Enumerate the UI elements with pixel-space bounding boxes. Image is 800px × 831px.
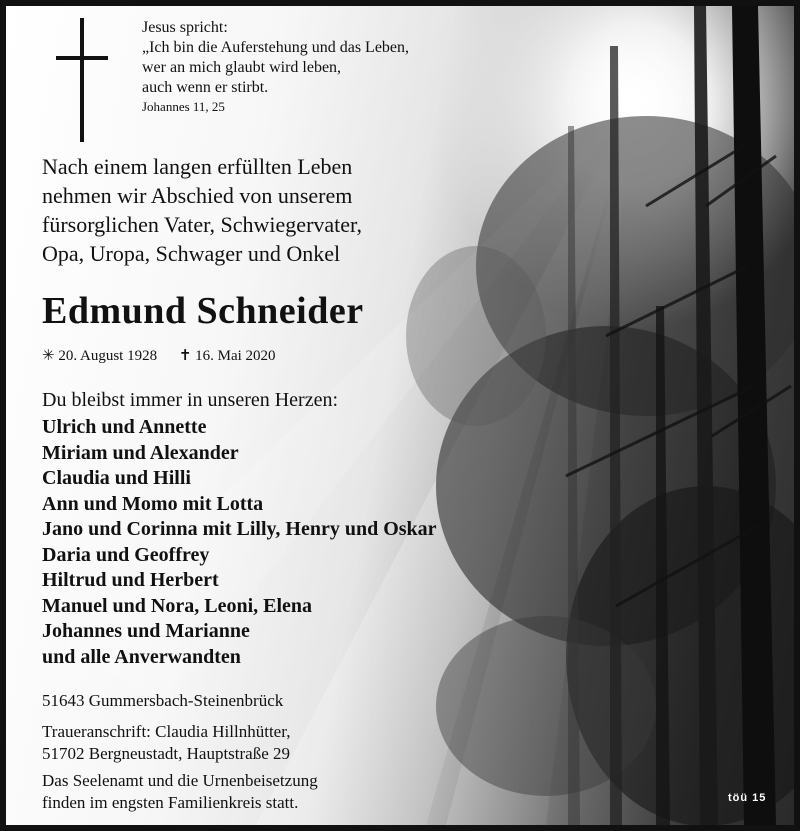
mourner-entry: Ulrich und Annette [42, 416, 207, 438]
birth-date: ✳ 20. August 1928 [42, 348, 158, 364]
quote-line: „Ich bin die Auferstehung und das Leben, [142, 39, 410, 56]
address-line: Traueranschrift: Claudia Hillnhütter, [42, 722, 291, 741]
address-line: 51702 Bergneustadt, Hauptstraße 29 [42, 744, 291, 763]
quote-reference: Johannes 11, 25 [142, 99, 225, 114]
quote-line: wer an mich glaubt wird leben, [142, 59, 342, 76]
mourner-entry: Miriam und Alexander [42, 441, 239, 464]
intro-line: nehmen wir Abschied von unserem [42, 183, 353, 208]
cross-icon [56, 18, 108, 142]
mourner-entry: Manuel und Nora, Leoni, Elena [42, 594, 313, 617]
mourning-address [42, 721, 290, 765]
notice-line: finden im engsten Familienkreis statt. [42, 793, 299, 812]
intro-line: Opa, Uropa, Schwager und Onkel [42, 241, 341, 266]
mourner-entry: Daria und Geoffrey [42, 543, 210, 566]
intro-line: Nach einem langen erfüllten Leben [42, 154, 353, 179]
funeral-notice [42, 770, 318, 814]
mourner-entry: Johannes und Marianne [42, 620, 250, 642]
mourner-entry: und alle Anverwandten [42, 645, 241, 668]
quote-line: auch wenn er stirbt. [142, 79, 269, 96]
bible-quote [142, 18, 409, 116]
deceased-name: Edmund Schneider [42, 290, 364, 332]
mourner-entry: Claudia und Hilli [42, 467, 191, 489]
notice-line: Das Seelenamt und die Urnenbeisetzung [42, 771, 318, 790]
mourner-entry: Jano und Corinna mit Lilly, Henry und Oskar [42, 518, 437, 540]
death-date: ✝ 16. Mai 2020 [178, 348, 276, 364]
mourner-entry: Ann und Momo mit Lotta [42, 492, 264, 515]
intro-line: fürsorglichen Vater, Schwiegervater, [42, 212, 362, 237]
farewell-heading: Du bleibst immer in unseren Herzen: [42, 389, 339, 411]
life-dates [42, 346, 294, 366]
place-of-residence: 51643 Gummersbach-Steinenbrück [42, 691, 284, 710]
mourners-list [42, 415, 437, 670]
quote-line: Jesus spricht: [142, 19, 228, 36]
intro-text [42, 152, 362, 268]
mourner-entry: Hiltrud und Herbert [42, 569, 219, 591]
designer-mark: töü 15 [728, 792, 767, 804]
